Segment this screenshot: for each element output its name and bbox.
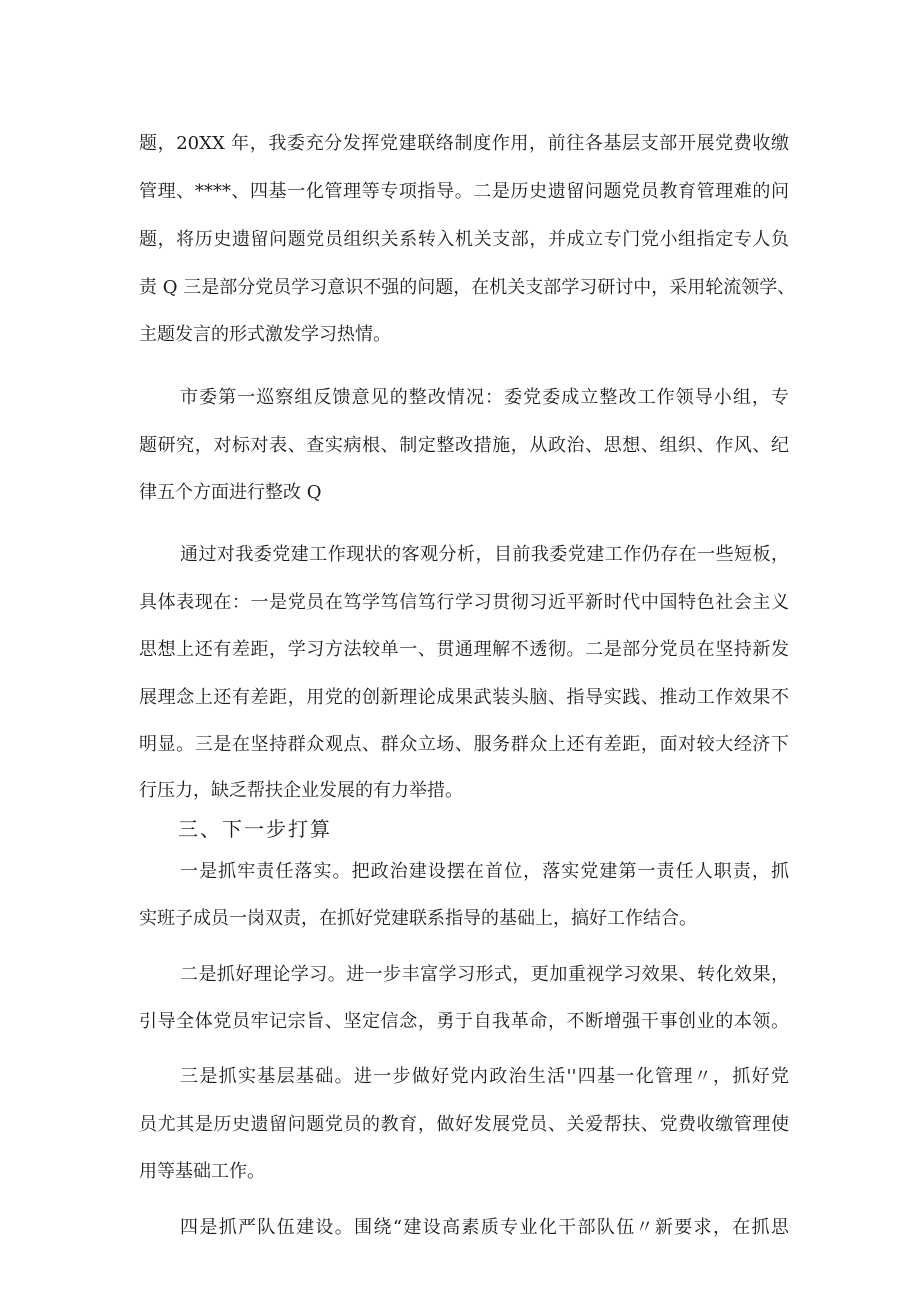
paragraph-line: 四是抓严队伍建设。围绕“建设高素质专业化干部队伍〃新要求，在抓思 [180, 1217, 789, 1238]
paragraph-line: 一是抓牢责任落实。把政治建设摆在首位，落实党建第一责任人职责，抓 [180, 861, 789, 882]
paragraph-line: 题，20XX 年，我委充分发挥党建联络制度作用，前往各基层支部开展党费收缴 [139, 133, 789, 154]
paragraph-line: 律五个方面进行整改 Q [139, 482, 322, 503]
paragraph-line: 市委第一巡察组反馈意见的整改情况：委党委成立整改工作领导小组，专 [180, 387, 789, 408]
paragraph-line: 用等基础工作。 [139, 1161, 265, 1182]
paragraph-line: 思想上还有差距，学习方法较单一、贯通理解不透彻。二是部分党员在坚持新发 [139, 639, 789, 660]
paragraph-line: 通过对我委党建工作现状的客观分析，目前我委党建工作仍存在一些短板， [180, 544, 789, 565]
paragraph-line: 展理念上还有差距，用党的创新理论成果武装头脑、指导实践、推动工作效果不 [139, 687, 789, 708]
paragraph-line: 引导全体党员牢记宗旨、坚定信念，勇于自我革命，不断增强干事创业的本领。 [139, 1011, 789, 1032]
section-heading: 三、下一步打算 [178, 817, 332, 841]
paragraph-line: 二是抓好理论学习。进一步丰富学习形式，更加重视学习效果、转化效果， [180, 964, 789, 985]
paragraph-line: 管理、****、四基一化管理等专项指导。二是历史遗留问题党员教育管理难的问 [139, 181, 789, 202]
paragraph-line: 主题发言的形式激发学习热情。 [139, 324, 391, 345]
paragraph-line: 三是抓实基层基础。进一步做好党内政治生活''四基一化管理〃，抓好党 [180, 1066, 789, 1087]
paragraph-line: 员尤其是历史遗留问题党员的教育，做好发展党员、关爱帮扶、党费收缴管理使 [139, 1114, 789, 1135]
paragraph-line: 题，将历史遗留问题党员组织关系转入机关支部，并成立专门党小组指定专人负 [139, 229, 789, 250]
paragraph-line: 具体表现在：一是党员在笃学笃信笃行学习贯彻习近平新时代中国特色社会主义 [139, 592, 789, 613]
paragraph-line: 责 Q 三是部分党员学习意识不强的问题，在机关支部学习研讨中，采用轮流领学、 [139, 277, 796, 298]
paragraph-line: 行压力，缺乏帮扶企业发展的有力举措。 [139, 780, 463, 801]
paragraph-line: 题研究，对标对表、查实病根、制定整改措施，从政治、思想、组织、作风、纪 [139, 435, 789, 456]
paragraph-line: 实班子成员一岗双责，在抓好党建联系指导的基础上，搞好工作结合。 [139, 908, 697, 929]
paragraph-line: 明显。三是在坚持群众观点、群众立场、服务群众上还有差距，面对较大经济下 [139, 734, 789, 755]
